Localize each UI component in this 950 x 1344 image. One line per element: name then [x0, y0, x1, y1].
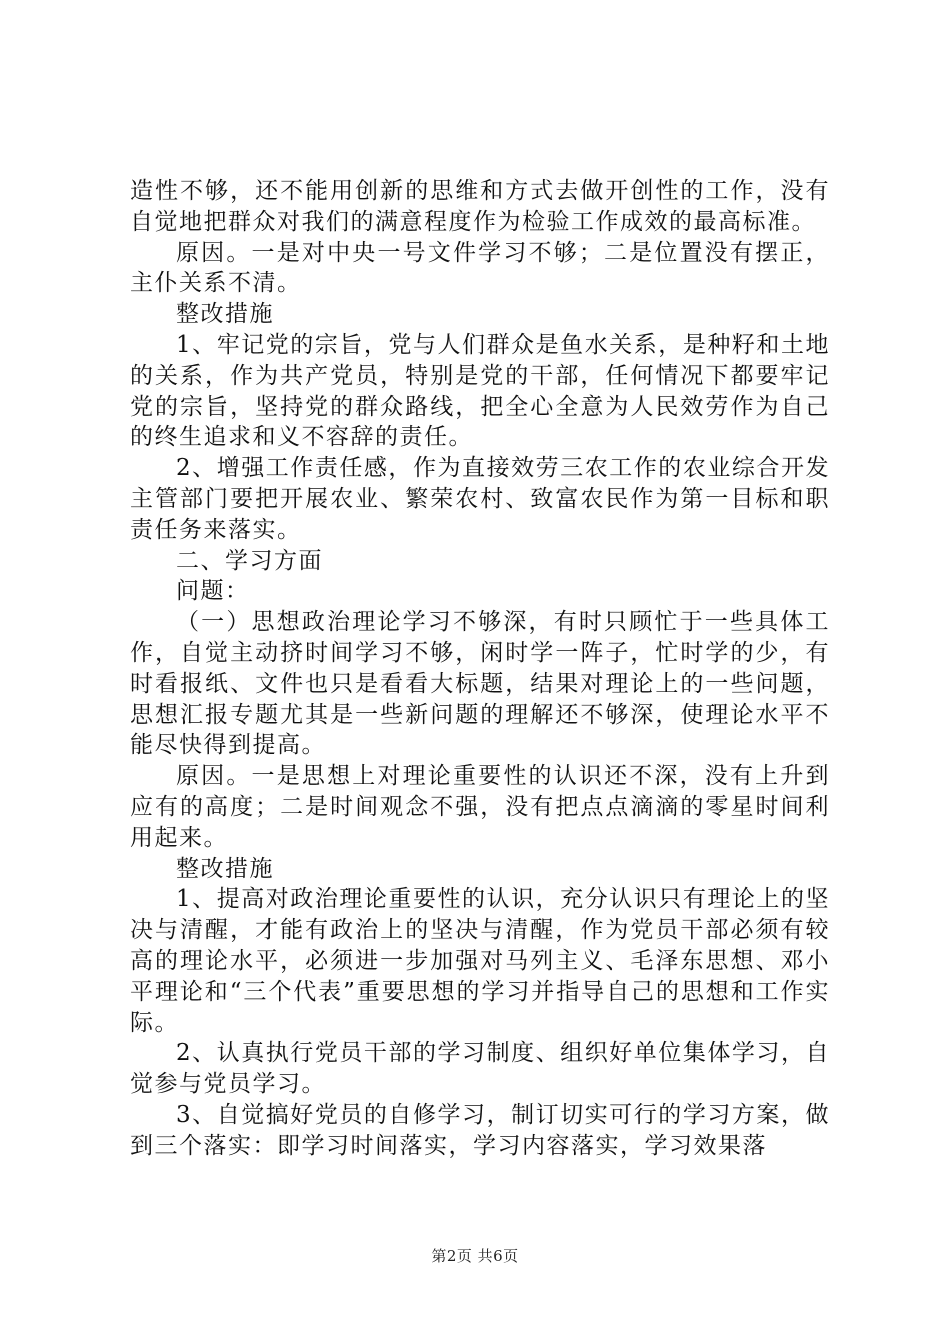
- paragraph-2: 原因。一是对中央一号文件学习不够；二是位置没有摆正，主仆关系不清。: [130, 239, 830, 297]
- section-heading-rectification-2: 整改措施: [176, 855, 274, 882]
- section-heading-problems: 问题：: [176, 578, 250, 605]
- paragraph-4: 1、牢记党的宗旨，党与人们群众是鱼水关系，是种籽和土地的关系，作为共产党员，特别是党的干部，任何情况下都要牢记党的宗旨，坚持党的群众路线，把全心全意为人民效劳作为自己的终生追求和义不容辞的责任。: [130, 331, 830, 451]
- section-heading-study: 二、学习方面: [176, 547, 323, 574]
- paragraph-9: 原因。一是思想上对理论重要性的认识还不深，没有上升到应有的高度；二是时间观念不强，没有把点点滴滴的零星时间利用起来。: [130, 763, 830, 851]
- paragraph-5: 2、增强工作责任感，作为直接效劳三农工作的农业综合开发主管部门要把开展农业、繁荣农村、致富农民作为第一目标和职责任务来落实。: [130, 455, 830, 543]
- paragraph-13: 3、自觉搞好党员的自修学习，制订切实可行的学习方案，做到三个落实：即学习时间落实，学习内容落实，学习效果落: [130, 1101, 830, 1159]
- page-footer: 第2页 共6页: [431, 1247, 519, 1265]
- paragraph-1: 造性不够，还不能用创新的思维和方式去做开创性的工作，没有自觉地把群众对我们的满意程度作为检验工作成效的最高标准。: [130, 178, 830, 235]
- paragraph-11: 1、提高对政治理论重要性的认识，充分认识只有理论上的坚决与清醒，才能有政治上的坚决与清醒，作为党员干部必须有较高的理论水平，必须进一步加强对马列主义、毛泽东思想、邓小平理论和“三个代表”重要思想的学习并指导自己的思想和工作实际。: [130, 886, 830, 1036]
- paragraph-12: 2、认真执行党员干部的学习制度、组织好单位集体学习，自觉参与党员学习。: [130, 1040, 830, 1098]
- paragraph-8: （一）思想政治理论学习不够深，有时只顾忙于一些具体工作，自觉主动挤时间学习不够，闲时学一阵子，忙时学的少，有时看报纸、文件也只是看看大标题，结果对理论上的一些问题，思想汇报专题尤其是一些新问题的理解还不够深，使理论水平不能尽快得到提高。: [130, 609, 830, 759]
- document-body: [130, 176, 830, 1162]
- section-heading-rectification: 整改措施: [176, 301, 274, 328]
